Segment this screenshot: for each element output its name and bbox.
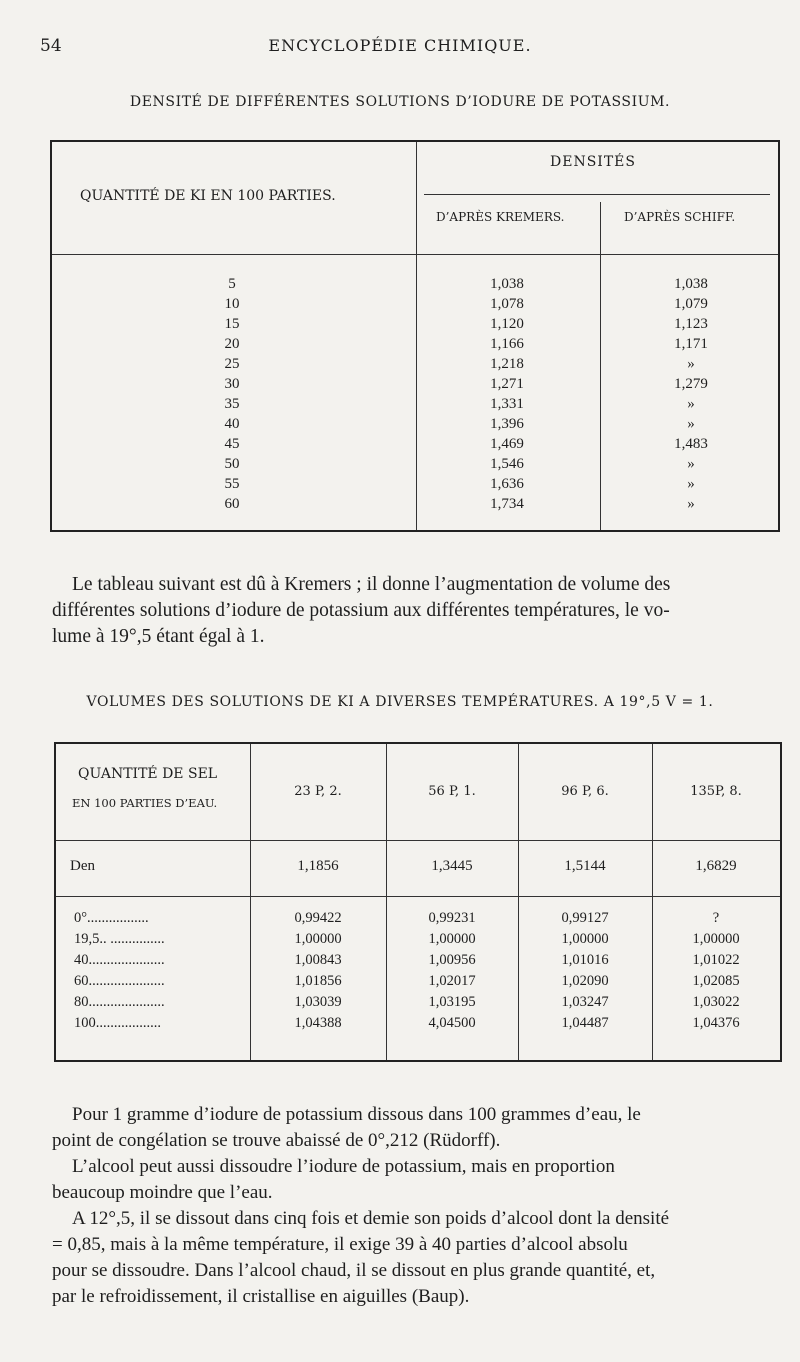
den-label: Den <box>70 858 95 874</box>
den-value: 1,3445 <box>431 858 473 874</box>
volume-column-96 <box>518 908 652 1034</box>
table-cell: 1,546 <box>490 456 524 472</box>
table-cell: 1,01856 <box>294 973 342 989</box>
page-number: 54 <box>40 36 62 56</box>
paragraph-kremers-intro <box>52 572 784 650</box>
volume-column-56 <box>386 908 518 1034</box>
volume-column-135 <box>652 908 780 1034</box>
table-cell: 1,396 <box>490 416 524 432</box>
table-cell: ? <box>712 910 720 926</box>
densites-header: DENSITÉS <box>550 154 636 170</box>
column-header: 135P, 8. <box>690 784 742 799</box>
table-cell: 0,99422 <box>294 910 342 926</box>
table-cell: 1,734 <box>490 496 524 512</box>
table-cell: 1,00000 <box>692 931 740 947</box>
row-label: 19,5.. ............... <box>74 931 165 947</box>
table-cell: 10 <box>224 296 240 312</box>
paragraph-line: par le refroidissement, il cristallise en aiguilles (Baup). <box>52 1286 470 1307</box>
table-cell: 25 <box>224 356 240 372</box>
row-label: 40..................... <box>74 952 165 968</box>
paragraph-line: Le tableau suivant est dû à Kremers ; il donne l’augmentation de volume des <box>72 574 671 595</box>
paragraph-line: lume à 19°,5 étant égal à 1. <box>52 626 265 647</box>
table-cell: 1,00000 <box>561 931 609 947</box>
table-cell: 4,04500 <box>428 1015 476 1031</box>
table-cell: 0,99231 <box>428 910 476 926</box>
paragraph-line: A 12°,5, il se dissout dans cinq fois et demie son poids d’alcool dont la densité <box>72 1208 670 1229</box>
table-cell: 1,078 <box>490 296 524 312</box>
column-divider <box>416 142 417 530</box>
schiff-header: D’APRÈS SCHIFF. <box>624 210 736 224</box>
quantity-header-line1: QUANTITÉ DE SEL <box>78 766 218 782</box>
quantity-column <box>212 274 252 514</box>
density-table <box>50 140 780 532</box>
table-cell: 1,02085 <box>692 973 740 989</box>
schiff-column <box>656 274 726 514</box>
paragraph-solubility <box>52 1102 784 1310</box>
row-label: 100.................. <box>74 1015 161 1031</box>
row-label: 80..................... <box>74 994 165 1010</box>
table-cell: » <box>687 496 695 512</box>
table-cell: 30 <box>224 376 240 392</box>
table-cell: » <box>687 416 695 432</box>
table-cell: 1,171 <box>674 336 708 352</box>
table-cell: 1,00843 <box>294 952 342 968</box>
quantity-header: QUANTITÉ DE KI EN 100 PARTIES. <box>80 188 336 204</box>
table-cell: » <box>687 476 695 492</box>
paragraph-line: différentes solutions d’iodure de potassium aux différentes températures, le vo- <box>52 600 670 621</box>
table-cell: » <box>687 456 695 472</box>
table-cell: 1,218 <box>490 356 524 372</box>
table-cell: 1,03195 <box>428 994 476 1010</box>
header-rule <box>56 840 780 841</box>
table-cell: 1,03039 <box>294 994 342 1010</box>
table-cell: 45 <box>224 436 240 452</box>
table-cell: 1,03022 <box>692 994 740 1010</box>
den-value: 1,5144 <box>564 858 606 874</box>
table-cell: 1,02090 <box>561 973 609 989</box>
table-cell: 1,038 <box>674 276 708 292</box>
table-cell: 5 <box>228 276 236 292</box>
column-divider <box>600 202 601 530</box>
table-cell: 1,120 <box>490 316 524 332</box>
table-cell: 15 <box>224 316 240 332</box>
kremers-header: D’APRÈS KREMERS. <box>436 210 565 224</box>
volume-column-23 <box>250 908 386 1034</box>
table-cell: 20 <box>224 336 240 352</box>
column-header: 23 P, 2. <box>294 784 342 799</box>
table-cell: 1,079 <box>674 296 708 312</box>
table-cell: 1,01016 <box>561 952 609 968</box>
table1-title: DENSITÉ DE DIFFÉRENTES SOLUTIONS D’IODURE DE POTASSIUM. <box>129 94 671 110</box>
table-cell: 1,469 <box>490 436 524 452</box>
densites-underline <box>424 194 770 195</box>
kremers-column <box>472 274 542 514</box>
temperature-column <box>74 908 246 1034</box>
table-cell: 1,331 <box>490 396 524 412</box>
table-cell: 60 <box>224 496 240 512</box>
den-value: 1,6829 <box>695 858 737 874</box>
table-cell: 1,00000 <box>428 931 476 947</box>
table-cell: 1,166 <box>490 336 524 352</box>
table-cell: 40 <box>224 416 240 432</box>
table-cell: 1,636 <box>490 476 524 492</box>
header-rule <box>52 254 778 255</box>
table-cell: 0,99127 <box>561 910 609 926</box>
table-cell: 1,02017 <box>428 973 476 989</box>
table-cell: 1,483 <box>674 436 708 452</box>
paragraph-line: Pour 1 gramme d’iodure de potassium dissous dans 100 grammes d’eau, le <box>72 1104 641 1125</box>
paragraph-line: beaucoup moindre que l’eau. <box>52 1182 273 1203</box>
table-cell: 1,04376 <box>692 1015 740 1031</box>
table-cell: 1,00000 <box>294 931 342 947</box>
table-cell: 1,01022 <box>692 952 740 968</box>
paragraph-line: pour se dissoudre. Dans l’alcool chaud, il se dissout en plus grande quantité, et, <box>52 1260 656 1281</box>
table-cell: » <box>687 356 695 372</box>
table2-title: VOLUMES DES SOLUTIONS DE KI A DIVERSES TEMPÉRATURES. A 19°,5 V = 1. <box>86 694 714 710</box>
table-cell: 1,04388 <box>294 1015 342 1031</box>
table-cell: 35 <box>224 396 240 412</box>
column-header: 56 P, 1. <box>428 784 476 799</box>
den-rule <box>56 896 780 897</box>
paragraph-line: L’alcool peut aussi dissoudre l’iodure de potassium, mais en proportion <box>72 1156 615 1177</box>
table-cell: 1,03247 <box>561 994 609 1010</box>
table-cell: 1,123 <box>674 316 708 332</box>
table-cell: 1,279 <box>674 376 708 392</box>
table-cell: 55 <box>224 476 240 492</box>
table-cell: » <box>687 396 695 412</box>
volumes-table <box>54 742 782 1062</box>
paragraph-line: point de congélation se trouve abaissé de 0°,212 (Rüdorff). <box>52 1130 501 1151</box>
row-label: 0°................. <box>74 910 149 926</box>
table-cell: 1,00956 <box>428 952 476 968</box>
table-cell: 1,04487 <box>561 1015 609 1031</box>
running-head: ENCYCLOPÉDIE CHIMIQUE. <box>268 36 532 55</box>
quantity-header-line2: EN 100 PARTIES D’EAU. <box>72 796 218 810</box>
column-header: 96 P, 6. <box>561 784 609 799</box>
table-cell: 1,038 <box>490 276 524 292</box>
table-cell: 1,271 <box>490 376 524 392</box>
paragraph-line: = 0,85, mais à la même température, il exige 39 à 40 parties d’alcool absolu <box>52 1234 628 1255</box>
den-value: 1,1856 <box>297 858 339 874</box>
table-cell: 50 <box>224 456 240 472</box>
row-label: 60..................... <box>74 973 165 989</box>
